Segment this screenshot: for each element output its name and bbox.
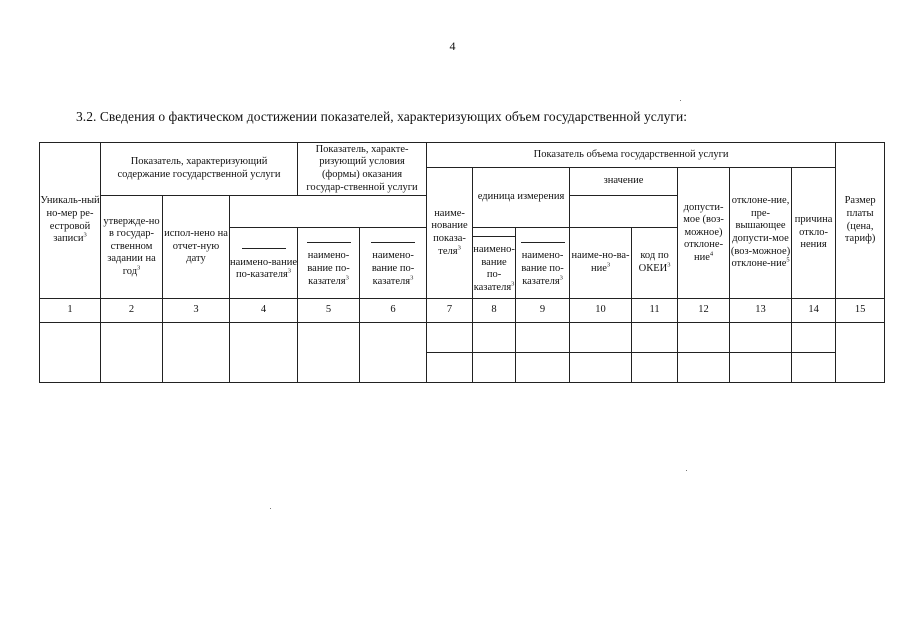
table-cell (792, 323, 836, 353)
table-cell (516, 353, 570, 383)
header-volume-group: Показатель объема государственной услуги (427, 143, 836, 168)
header-value-approved: утвержде-но в государ-ственном задании на год$^3$ (101, 196, 163, 299)
table-cell (230, 323, 298, 383)
scan-speck (686, 470, 687, 471)
column-number: 8 (473, 299, 516, 323)
column-number: 11 (632, 299, 678, 323)
header-condition-indicator-1: наимено-вание по-казателя$^3$ (473, 228, 516, 299)
scan-speck (680, 100, 681, 101)
header-unique-number: Уникаль-ный но-мер ре-естровой записи$^3$ (40, 143, 101, 299)
table-row (40, 323, 885, 353)
column-number: 4 (230, 299, 298, 323)
header-content-group: Показатель, характеризующий содержание государственной услуги (101, 143, 298, 196)
header-allowed-deviation: допусти-мое (воз-можное) отклоне-ние$^4$ (678, 168, 730, 299)
header-unit-code: код по ОКЕИ$^3$ (632, 228, 678, 299)
header-deviation-reason: причина откло-нения (792, 168, 836, 299)
table-cell (570, 353, 632, 383)
table-cell (473, 353, 516, 383)
column-number: 1 (40, 299, 101, 323)
table-cell (678, 323, 730, 353)
table-cell (101, 323, 163, 383)
header-fee: Размер платы (цена, тариф) (836, 143, 885, 299)
column-number: 7 (427, 299, 473, 323)
table-cell (427, 323, 473, 353)
header-condition-indicator-2: наимено-вание по-казателя$^3$ (516, 228, 570, 299)
report-table (39, 142, 885, 383)
header-conditions-group: Показатель, характе-ризующий условия (формы) оказания государ-ственной услуги (298, 143, 427, 196)
column-number: 5 (298, 299, 360, 323)
column-number-row (40, 299, 885, 323)
table-cell (730, 323, 792, 353)
table-cell (473, 323, 516, 353)
column-number: 15 (836, 299, 885, 323)
table-cell (730, 353, 792, 383)
table-cell (427, 353, 473, 383)
column-number: 14 (792, 299, 836, 323)
section-title: 3.2. Сведения о фактическом достижении показателей, характеризующих объем государственной услуги: (76, 109, 688, 124)
column-number: 9 (516, 299, 570, 323)
table-cell (360, 323, 427, 383)
table-cell (570, 323, 632, 353)
header-content-indicator-3: наимено-вание по-казателя$^3$ (360, 228, 427, 299)
table-cell (632, 323, 678, 353)
header-exceeding-deviation: отклоне-ние, пре-вышающее допусти-мое (воз-можное) отклоне-ние$^5$ (730, 168, 792, 299)
header-unit-group: единица измерения (473, 168, 570, 228)
column-number: 3 (163, 299, 230, 323)
table-cell (163, 323, 230, 383)
header-indicator-name: наиме-нование показа-теля$^3$ (427, 168, 473, 299)
column-number: 2 (101, 299, 163, 323)
table-cell (678, 353, 730, 383)
header-value-actual: испол-нено на отчет-ную дату (163, 196, 230, 299)
scan-speck (270, 508, 271, 509)
header-content-indicator-2: наимено-вание по-казателя$^3$ (298, 228, 360, 299)
column-number: 13 (730, 299, 792, 323)
table-cell (632, 353, 678, 383)
column-number: 10 (570, 299, 632, 323)
page-number: 4 (449, 39, 456, 53)
column-number: 6 (360, 299, 427, 323)
header-content-indicator-1: наимено-вание по-казателя$^3$ (230, 228, 298, 299)
table-cell (40, 323, 101, 383)
table-cell (836, 323, 885, 383)
table-cell (792, 353, 836, 383)
header-unit-name: наиме-но-ва-ние$^3$ (570, 228, 632, 299)
table-cell (516, 323, 570, 353)
column-number: 12 (678, 299, 730, 323)
table-cell (298, 323, 360, 383)
header-value-group: значение (570, 168, 678, 196)
